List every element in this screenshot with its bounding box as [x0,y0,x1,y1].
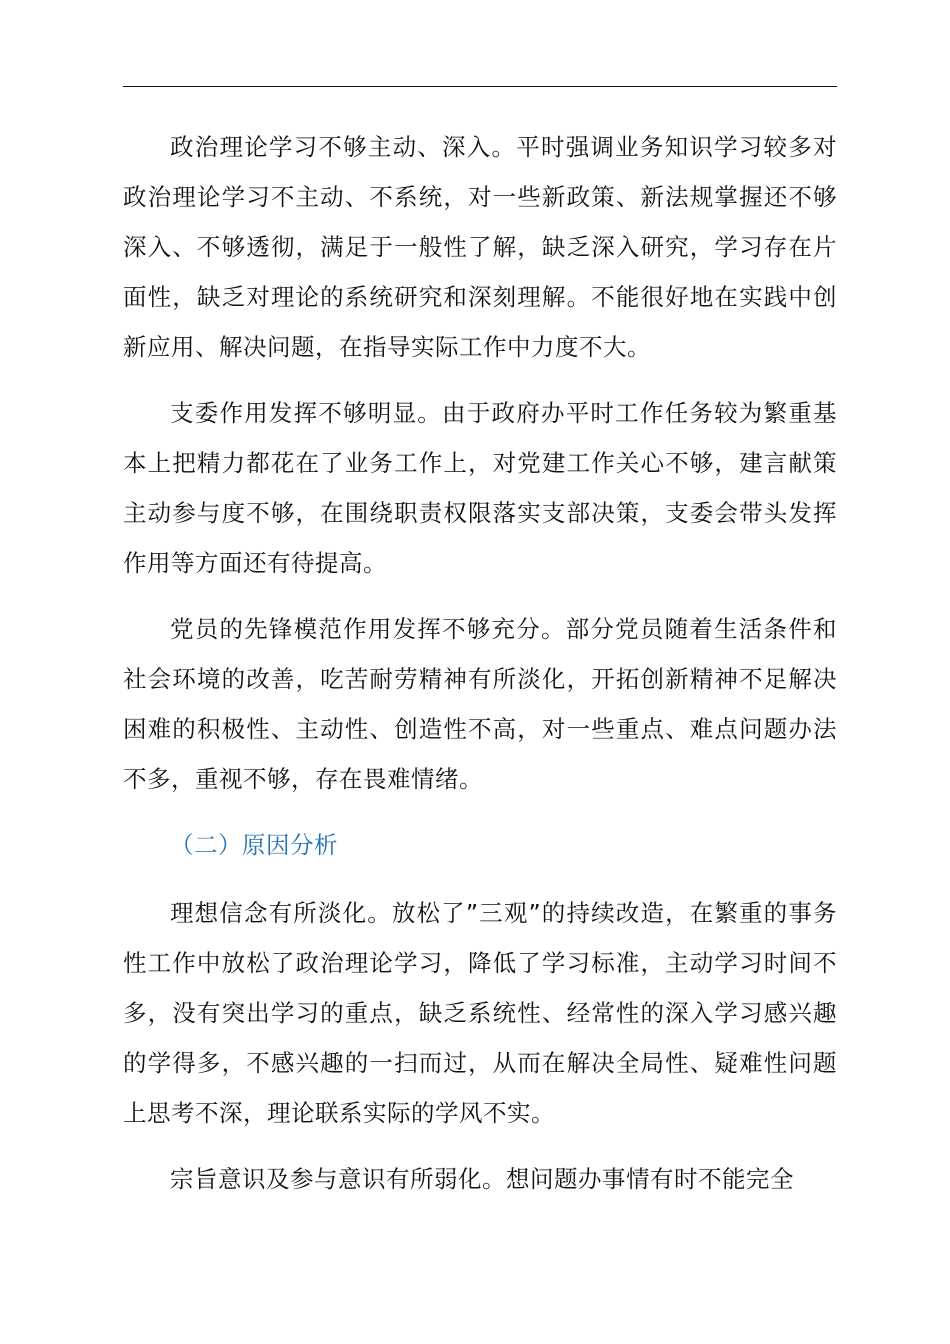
header-rule [123,86,837,87]
paragraph-purpose-weakened: 宗旨意识及参与意识有所弱化。想问题办事情有时不能完全 [170,1165,794,1193]
section-heading-cause-analysis: （二）原因分析 [170,831,338,859]
document-body [123,122,837,1220]
paragraph-ideals-faded: 理想信念有所淡化。放松了”三观”的持续改造，在繁重的事务性工作中放松了政治理论学习，降低了学习标准，主动学习时间不多，没有突出学习的重点，缺乏系统性、经常性的深入学习感兴趣的学得多，不感兴趣的一扫而过，从而在解决全局性、疑难性问题上思考不深，理论联系实际的学风不实。 [123,899,837,1127]
paragraph-committee-role: 支委作用发挥不够明显。由于政府办平时工作任务较为繁重基本上把精力都花在了业务工作上，对党建工作关心不够，建言献策主动参与度不够，在围绕职责权限落实支部决策，支委会带头发挥作用等方面还有待提高。 [123,399,837,577]
paragraph-member-vanguard: 党员的先锋模范作用发挥不够充分。部分党员随着生活条件和社会环境的改善，吃苦耐劳精神有所淡化，开拓创新精神不足解决困难的积极性、主动性、创造性不高，对一些重点、难点问题办法不多，重视不够，存在畏难情绪。 [123,615,837,793]
paragraph-study-insufficient: 政治理论学习不够主动、深入。平时强调业务知识学习较多对政治理论学习不主动、不系统，对一些新政策、新法规掌握还不够深入、不够透彻，满足于一般性了解，缺乏深入研究，学习存在片面性，缺乏对理论的系统研究和深刻理解。不能很好地在实践中创新应用、解决问题，在指导实际工作中力度不大。 [123,133,837,361]
